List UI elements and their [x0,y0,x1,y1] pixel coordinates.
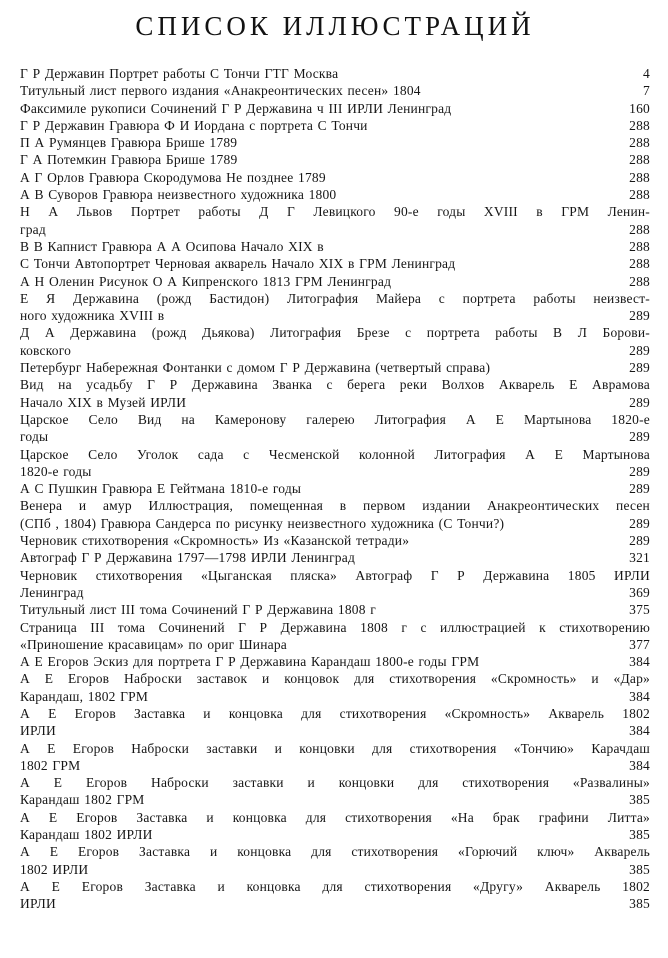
entry-last-line [20,238,650,255]
entry-line: Царское Село Вид на Камеронову галерею Литография А Е Мартынова 1820-е [20,411,650,427]
list-item [20,532,650,549]
entry-text: 1802 ИРЛИ [20,861,89,877]
entry-text: годы [20,429,49,445]
entry-text: ного художника XVIII в [20,308,165,324]
page-number: 288 [629,256,650,272]
page-number: 289 [629,342,650,358]
page-number: 289 [629,360,650,376]
page-number: 288 [629,169,650,185]
entry-line: Венера и амур Иллюстрация, помещенная в первом издании Анакреонтических песен [20,498,650,514]
page-number: 288 [629,273,650,289]
list-item [20,273,650,290]
list-item [20,446,650,481]
list-item [20,480,650,497]
entry-last-line [20,722,650,739]
entry-text: (СПб , 1804) Гравюра Сандерса по рисунку неизвестного художника (С Тончи?) [20,515,505,531]
list-item [20,290,650,325]
page-number: 289 [629,429,650,445]
list-item [20,203,650,238]
page-number: 384 [629,723,650,739]
list-item [20,549,650,566]
entry-line: Е Я Державина (рожд Бастидон) Литография Майера с портрета работы неизвест- [20,290,650,306]
page-number: 385 [629,827,650,843]
entry-last-line [20,169,650,186]
list-item [20,497,650,532]
entry-last-line [20,636,650,653]
entry-text: Карандаш 1802 ГРМ [20,792,145,808]
list-item [20,601,650,618]
entry-text: Г А Потемкин Гравюра Брише 1789 [20,152,238,168]
entry-text: ИРЛИ [20,723,56,739]
entry-text: А С Пушкин Гравюра Е Гейтмана 1810-е годы [20,481,302,497]
entry-line: Страница III тома Сочинений Г Р Державина 1808 г с иллюстрацией к стихотворению [20,619,650,635]
page-number: 160 [629,100,650,116]
entry-last-line [20,549,650,566]
entry-last-line [20,584,650,601]
entry-text: Факсимиле рукописи Сочинений Г Р Державина ч III ИРЛИ Ленинград [20,100,452,116]
list-item [20,376,650,411]
list-item [20,809,650,844]
entry-last-line [20,359,650,376]
list-item [20,619,650,654]
entry-last-line [20,186,650,203]
entry-text: П А Румянцев Гравюра Брише 1789 [20,135,238,151]
entry-line: Н А Львов Портрет работы Д Г Левицкого 90-е годы XVIII в ГРМ Ленин- [20,204,650,220]
page-number: 385 [629,896,650,912]
entry-line: Царское Село Уголок сада с Чесменской колонной Литография А Е Мартынова [20,446,650,462]
entry-text: Титульный лист III тома Сочинений Г Р Державина 1808 г [20,602,377,618]
entry-text: Ленинград [20,584,84,600]
entry-text: А Н Оленин Рисунок О А Кипренского 1813 ГРМ Ленинград [20,273,392,289]
entry-last-line [20,82,650,99]
entry-text: Автограф Г Р Державина 1797—1798 ИРЛИ Ленинград [20,550,356,566]
list-item [20,82,650,99]
list-item [20,255,650,272]
entry-last-line [20,515,650,532]
entry-last-line [20,861,650,878]
entry-text: С Тончи Автопортрет Черновая акварель Начало XIX в ГРМ Ленинград [20,256,456,272]
list-item [20,843,650,878]
entry-last-line [20,221,650,238]
entry-last-line [20,688,650,705]
page-number: 289 [629,533,650,549]
entry-last-line [20,895,650,912]
entry-last-line [20,757,650,774]
page-number: 289 [629,394,650,410]
entry-last-line [20,65,650,82]
entry-last-line [20,653,650,670]
entry-last-line [20,273,650,290]
entry-text: ИРЛИ [20,896,56,912]
entry-last-line [20,255,650,272]
page-number: 288 [629,187,650,203]
list-item [20,238,650,255]
entry-text: Начало XIX в Музей ИРЛИ [20,394,187,410]
entry-text: А В Суворов Гравюра неизвестного художника 1800 [20,187,337,203]
entry-last-line [20,791,650,808]
entry-text: Карандаш, 1802 ГРМ [20,688,149,704]
page-number: 288 [629,152,650,168]
entry-last-line [20,117,650,134]
page-number: 384 [629,654,650,670]
entry-last-line [20,100,650,117]
page-title: СПИСОК ИЛЛЮСТРАЦИЙ [135,11,535,41]
entry-text: Петербург Набережная Фонтанки с домом Г Р Державина (четвертый справа) [20,360,491,376]
list-item [20,134,650,151]
entry-text: Черновик стихотворения «Скромность» Из «Казанской тетради» [20,533,410,549]
page-number: 385 [629,792,650,808]
entry-last-line [20,394,650,411]
page-number: 289 [629,481,650,497]
entry-line: Черновик стихотворения «Цыганская пляска» Автограф Г Р Державина 1805 ИРЛИ [20,567,650,583]
entry-line: А Е Егоров Наброски заставок и концовок для стихотворения «Скромность» и «Дар» [20,671,650,687]
page-number: 289 [629,308,650,324]
entry-text: ковского [20,342,72,358]
list-item [20,65,650,82]
list-item [20,359,650,376]
page-number: 384 [629,688,650,704]
entry-last-line [20,826,650,843]
list-item [20,151,650,168]
list-item [20,100,650,117]
list-item [20,411,650,446]
entry-last-line [20,480,650,497]
entry-text: 1802 ГРМ [20,757,81,773]
entry-last-line [20,134,650,151]
list-item [20,774,650,809]
list-item [20,653,650,670]
entry-last-line [20,307,650,324]
entry-text: Г Р Державин Портрет работы С Тончи ГТГ Москва [20,66,339,81]
list-item [20,878,650,913]
entry-last-line [20,342,650,359]
entry-last-line [20,151,650,168]
entry-last-line [20,532,650,549]
entry-text: град [20,221,46,237]
page-number: 384 [629,757,650,773]
entry-line: А Е Егоров Заставка и концовка для стихотворения «Другу» Акварель 1802 [20,878,650,894]
list-item [20,705,650,740]
entry-text: 1820-е годы [20,463,92,479]
page-number: 375 [629,602,650,618]
entry-line: Вид на усадьбу Г Р Державина Званка с берега реки Волхов Акварель Е Аврамова [20,377,650,393]
entry-line: Д А Державина (рожд Дьякова) Литография Брезе с портрета работы В Л Борови- [20,325,650,341]
entry-text: В В Капнист Гравюра А А Осипова Начало XIX в [20,238,324,254]
list-item [20,740,650,775]
page-number: 369 [629,584,650,600]
page-number: 385 [629,861,650,877]
entry-text: Г Р Державин Гравюра Ф И Иордана с портрета С Тончи [20,117,368,133]
entry-line: А Е Егоров Заставка и концовка для стихотворения «Скромность» Акварель 1802 [20,705,650,721]
entry-line: А Е Егоров Заставка и концовка для стихотворения «На брак графини Литта» [20,809,650,825]
entry-line: А Е Егоров Заставка и концовка для стихотворения «Горючий ключ» Акварель [20,844,650,860]
page-number: 4 [643,66,650,81]
list-item [20,670,650,705]
entry-line: А Е Егоров Наброски заставки и концовки для стихотворения «Тончию» Карачдаш [20,740,650,756]
page-number: 7 [643,83,650,99]
entry-line: А Е Егоров Наброски заставки и концовки для стихотворения «Развалины» [20,775,650,791]
entry-last-line [20,601,650,618]
entry-text: А Е Егоров Эскиз для портрета Г Р Державина Карандаш 1800-е годы ГРМ [20,654,480,670]
entry-text: Титульный лист первого издания «Анакреонтических песен» 1804 [20,83,421,99]
page-number: 288 [629,238,650,254]
list-item [20,567,650,602]
page-number: 321 [629,550,650,566]
page-number: 289 [629,515,650,531]
entry-last-line [20,428,650,445]
entry-text: Карандаш 1802 ИРЛИ [20,827,153,843]
entry-text: А Г Орлов Гравюра Скородумова Не позднее 1789 [20,169,326,185]
page-number: 288 [629,221,650,237]
page-number: 288 [629,135,650,151]
page-number: 288 [629,117,650,133]
illustration-list [20,65,650,913]
list-item [20,169,650,186]
list-item [20,324,650,359]
list-item [20,117,650,134]
entry-text: «Приношение красавицам» по ориг Шинара [20,636,287,652]
page-number: 289 [629,463,650,479]
entry-last-line [20,463,650,480]
list-item [20,186,650,203]
page-number: 377 [629,636,650,652]
